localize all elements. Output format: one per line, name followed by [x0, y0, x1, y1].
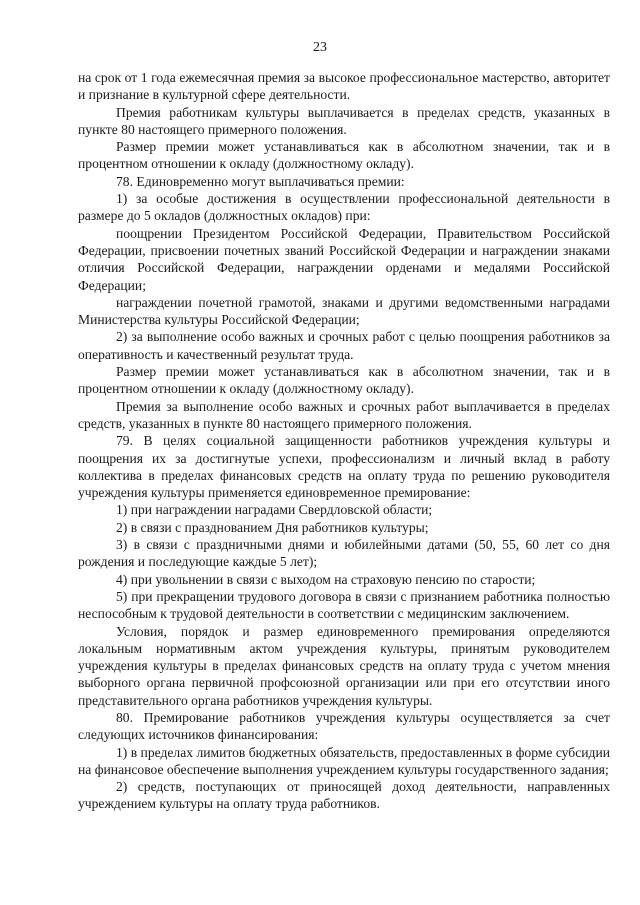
paragraph-federal-awards: поощрении Президентом Российской Федерации, Правительством Российской Федерации, присвоении почетных званий Российской Федерации и награждении знаками отличия Российской Федерации, награждении орденами и медалями Российской Федерации;: [78, 225, 610, 293]
document-body: [78, 69, 610, 813]
paragraph-clause-79-item-3: 3) в связи с праздничными днями и юбилейными датами (50, 55, 60 лет со дня рождения и последующие каждые 5 лет);: [78, 537, 610, 570]
paragraph-clause-78-item-1: 1) за особые достижения в осуществлении профессиональной деятельности в размере до 5 окладов (должностных окладов) при:: [78, 191, 610, 224]
paragraph-clause-79-item-4: 4) при увольнении в связи с выходом на страховую пенсию по старости;: [116, 571, 536, 587]
paragraph-premium-budget: Премия работникам культуры выплачивается в пределах средств, указанных в пункте 80 настоящего примерного положения.: [78, 104, 610, 137]
paragraph-premium-size-2: Размер премии может устанавливаться как в абсолютном значении, так и в процентном отношении к окладу (должностному окладу).: [78, 364, 610, 397]
paragraph-urgent-work-premium: Премия за выполнение особо важных и срочных работ выплачивается в пределах средств, указанных в пункте 80 настоящего примерного положения.: [78, 398, 610, 431]
paragraph-ministry-awards: награждении почетной грамотой, знаками и другими ведомственными наградами Министерства культуры Российской Федерации;: [78, 294, 610, 328]
paragraph-continuation: на срок от 1 года ежемесячная премия за высокое профессиональное мастерство, авторитет и признание в культурной сфере деятельности.: [78, 70, 610, 103]
paragraph-clause-79-item-1: 1) при награждении наградами Свердловской области;: [116, 502, 433, 518]
paragraph-bonus-conditions: Условия, порядок и размер единовременного премирования определяются локальным нормативным актом учреждения культуры, принятым руководителем учреждения культуры в пределах финансовых средств на оплату труда с учетом мнения выборного органа первичной профсоюзной организации или при его отсутствии иного представительного органа работников учреждения культуры.: [78, 623, 610, 708]
paragraph-clause-78: 78. Единовременно могут выплачиваться премии:: [116, 173, 405, 189]
paragraph-clause-80-item-2: 2) средств, поступающих от приносящей доход деятельности, направленных учреждением культуры на оплату труда работников.: [78, 779, 610, 812]
paragraph-clause-79-item-5: 5) при прекращении трудового договора в связи с признанием работника полностью неспособным к трудовой деятельности в соответствии с медицинским заключением.: [78, 588, 610, 622]
paragraph-clause-80: 80. Премирование работников учреждения культуры осуществляется за счет следующих источников финансирования:: [78, 709, 610, 743]
paragraph-clause-79-item-2: 2) в связи с празднованием Дня работников культуры;: [116, 519, 429, 535]
paragraph-clause-79: 79. В целях социальной защищенности работников учреждения культуры и поощрения их за достигнутые успехи, профессионализм и личный вклад в работу коллектива в пределах финансовых средств на оплату труда по решению руководителя учреждения культуры применяется единовременное премирование:: [78, 433, 610, 501]
paragraph-clause-80-item-1: 1) в пределах лимитов бюджетных обязательств, предоставленных в форме субсидии на финансовое обеспечение выполнения учреждением культуры государственного задания;: [78, 744, 610, 777]
page-number: 23: [313, 40, 327, 55]
paragraph-clause-78-item-2: 2) за выполнение особо важных и срочных работ с целью поощрения работников за оперативность и качественный результат труда.: [78, 329, 610, 362]
paragraph-premium-size: Размер премии может устанавливаться как в абсолютном значении, так и в процентном отношении к окладу (должностному окладу).: [78, 139, 610, 172]
